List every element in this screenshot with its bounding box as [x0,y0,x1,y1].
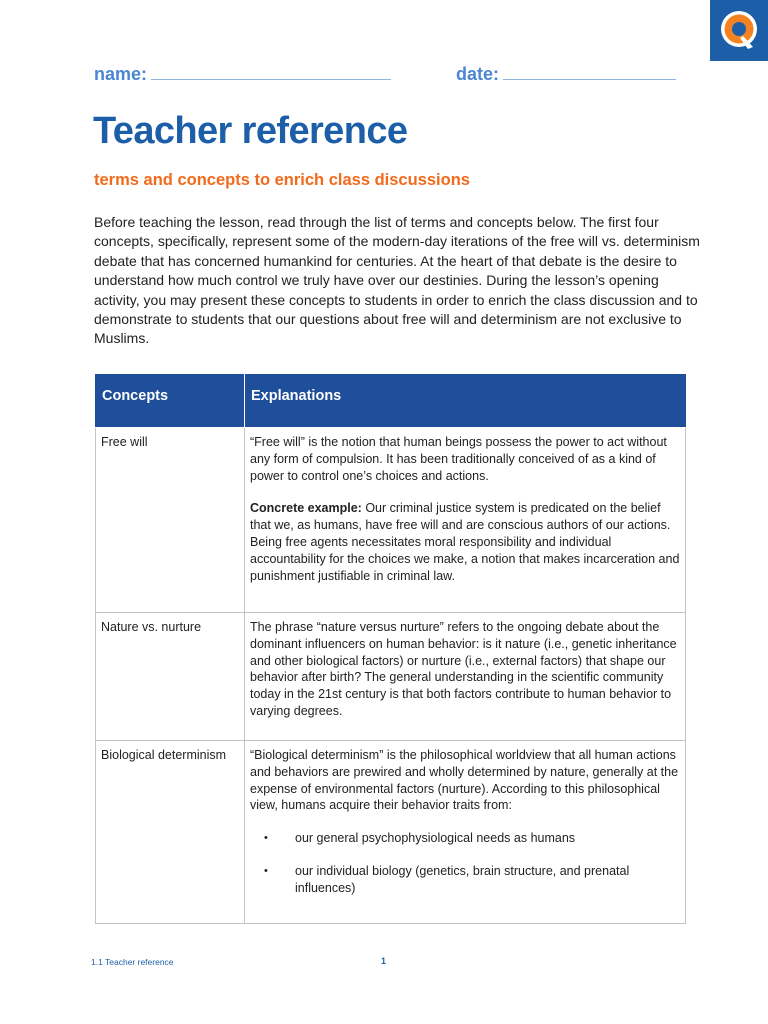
footer-doc-label: 1.1 Teacher reference [91,957,174,967]
explanation-cell [245,613,686,741]
q-magnifier-logo-icon [710,0,768,61]
bullet-list [250,830,680,896]
name-line[interactable] [151,65,391,80]
table-row [96,741,686,924]
concept-cell: Free will [96,428,245,613]
explanation-text: The phrase “nature versus nurture” refers to the ongoing debate about the dominant influencers on human behavior: is it nature (i.e., genetic inheritance and other biological factors) or nurture (i.e., external factors) that shape our behavior after birth? The general understanding in the scientific community today in the 21st century is that both factors contribute to human behavior to varying degrees. [250,620,677,718]
table-row [96,428,686,613]
table-row [96,613,686,741]
concepts-column-header: Concepts [96,375,245,428]
concept-cell: Biological determinism [96,741,245,924]
page-title: Teacher reference [93,110,408,152]
explanation-cell [245,741,686,924]
explanations-column-header: Explanations [245,375,686,428]
list-item: • our individual biology (genetics, brain structure, and prenatal influences) [250,863,680,897]
name-field[interactable] [94,64,391,85]
concepts-table [95,374,686,924]
example-body: Our criminal justice system is predicated on the belief that we, as humans, have free will and are conscious authors of our actions. Being free agents necessitates moral responsibility and individual accountability for the choices we make, a notion that makes incarceration and punishment justifiable in criminal law. [250,501,680,583]
name-label: name: [94,64,148,84]
concept-cell: Nature vs. nurture [96,613,245,741]
list-item: • our general psychophysiological needs as humans [250,830,680,847]
table-header-row [96,375,686,428]
example-label: Concrete example: [250,501,362,516]
date-field[interactable] [456,64,676,85]
explanation-text: “Biological determinism” is the philosophical worldview that all human actions and behaviors are prewired and wholly determined by nature, generally at the expense of environmental factors (nurture). According to this philosophical view, humans acquire their behavior traits from: [250,748,679,813]
example-text [250,500,680,584]
page-number: 1 [381,956,387,966]
explanation-cell [245,428,686,613]
explanation-text: “Free will” is the notion that human beings possess the power to act without any form of compulsion. It has been traditionally conceived of as a kind of power to control one’s choices and actions. [250,435,667,483]
page-subtitle: terms and concepts to enrich class discussions [94,171,470,189]
date-line[interactable] [503,65,676,80]
intro-paragraph: Before teaching the lesson, read through the list of terms and concepts below. The first four concepts, specifically, represent some of the modern-day iterations of the free will vs. determinism debate that has concerned humankind for centuries. At the heart of that debate is the desire to understand how much control we truly have over our destinies. During the lesson’s opening activity, you may present these concepts to students in order to enrich the class discussion and to demonstrate to students that our questions about free will and determinism are not exclusive to Muslims. [94,214,700,347]
date-label: date: [456,64,500,84]
